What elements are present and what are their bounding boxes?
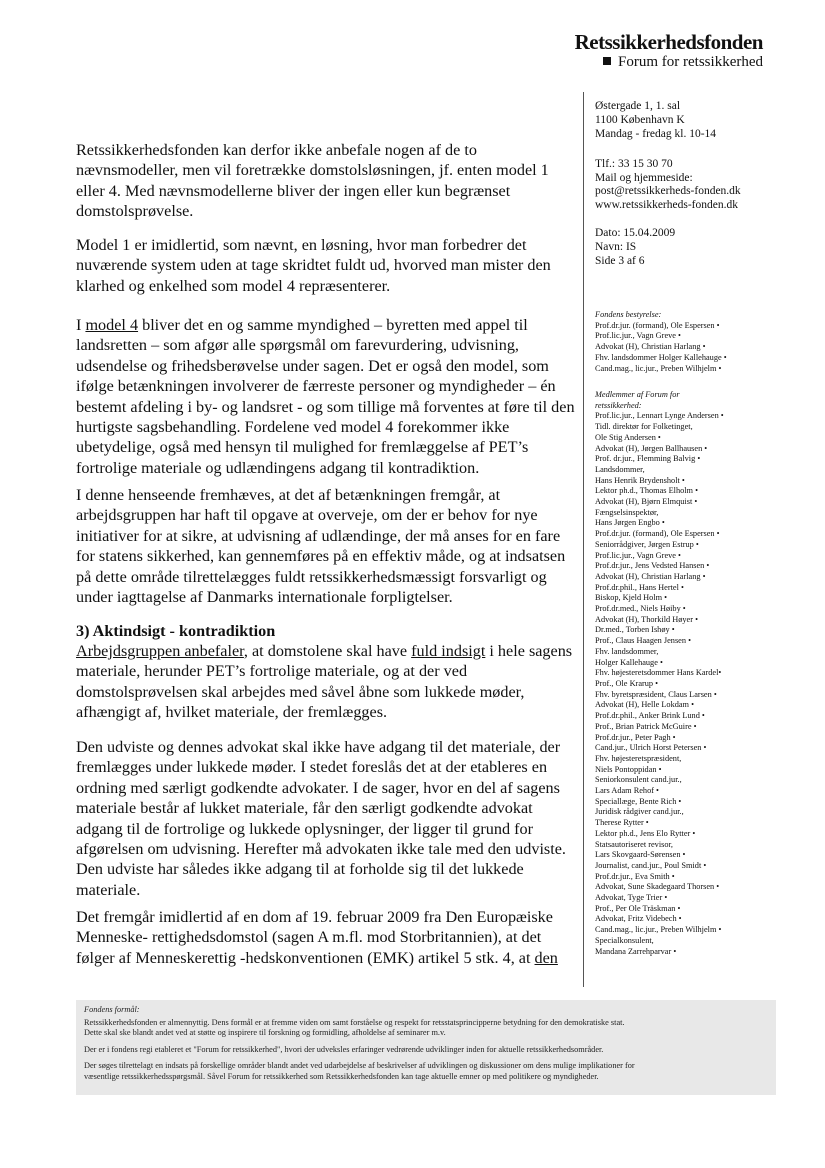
sidebar-list-item: Fhv. landsdommer Holger Kallehauge • xyxy=(595,352,727,362)
sidebar-list-item: Advokat (H), Bjørn Elmquist • xyxy=(595,497,698,507)
paragraph xyxy=(76,907,576,968)
sidebar-list-item: Hans Henrik Brydensholt • xyxy=(595,475,685,485)
sidebar-list-item: Advokat (H), Christian Harlang • xyxy=(595,571,706,581)
sidebar-list-item: Lars Skovgaard-Sørensen • xyxy=(595,850,686,860)
sidebar-list-item: Fhv. højesteretsdommer Hans Kardel• xyxy=(595,668,722,678)
contact-label: Mail og hjemmeside: xyxy=(595,171,693,184)
sidebar-list-item: Mandana Zarrehparvar • xyxy=(595,946,677,956)
doc-date: Dato: 15.04.2009 xyxy=(595,227,676,239)
sidebar-list-item: Fhv. byretspræsident, Claus Larsen • xyxy=(595,689,717,699)
members-heading: retssikkerhed: xyxy=(595,400,642,410)
board-list xyxy=(595,310,795,374)
underlined-term: model 4 xyxy=(85,316,139,334)
sidebar-list-item: Prof.lic.jur., Vagn Greve • xyxy=(595,331,681,341)
paragraph xyxy=(76,235,576,296)
sidebar-list-item: Cand.mag., lic.jur., Preben Wilhjelm • xyxy=(595,925,722,935)
sidebar-list-item: Journalist, cand.jur., Poul Smidt • xyxy=(595,860,707,870)
footer-heading: Fondens formål: xyxy=(84,1005,140,1014)
footer-line: Der er i fondens regi etableret et "Forum for retssikkerhed", hvori der udveksles erfaringer vedrørende udviklinger inden for aktuelle retssikkerhedsområder. xyxy=(84,1044,604,1054)
square-bullet-icon xyxy=(603,57,611,65)
doc-page: Side 3 af 6 xyxy=(595,255,645,267)
sidebar-list-item: Hans Jørgen Engbo • xyxy=(595,518,665,528)
sidebar-list-item: Prof., Ole Krarup • xyxy=(595,678,659,688)
sidebar-list-item: Dr.med., Torben Ishøy • xyxy=(595,625,675,635)
sidebar-list-item: Advokat, Fritz Videbech • xyxy=(595,914,682,924)
sidebar-list-item: Advokat (H), Helle Lokdam • xyxy=(595,700,694,710)
sidebar-list-item: Advokat, Tyge Trier • xyxy=(595,893,668,903)
sidebar-list-item: Advokat, Sune Skadegaard Thorsen • xyxy=(595,882,720,892)
sidebar-list-item: Prof.dr.jur. (formand), Ole Espersen • xyxy=(595,529,720,539)
sidebar-divider xyxy=(583,92,584,987)
paragraph-text: I denne henseende fremhæves, at det af betænkningen fremgår, at arbejdsgruppen har haft til opgave at overveje, om der er behov for nye initiativer for at sikre, at udvisning af udlændinge, der må anses for en fare for statens sikkerhed, kan gennemføres på en effektiv måde, og at indsatsen på dette område tilrettelægges fuldt retssikkerhedsmæssigt forsvarligt og under iagttagelse af Danmarks internationale forpligtelser. xyxy=(76,486,566,607)
paragraph-text: Den udviste og dennes advokat skal ikke have adgang til det materiale, der fremlægges under lukkede møder. I stedet foreslås det at der etableres en ordning med særligt godkendte advokater. I de sager, hvor en del af sagens materiale består af lukket materiale, får den særligt godkendte advokat adgang til de fortrolige og lukkede oplysninger, der ligger til grund for afgørelsen om udvisning. Herefter må advokaten ikke tale med den udviste. Den udviste har således ikke adgang til at forholde sig til det lukkede materiale. xyxy=(76,738,566,899)
paragraph-text: Retssikkerhedsfonden kan derfor ikke anbefale nogen af de to nævnsmodeller, men vil foretrække domstolsløsningen, jf. enten model 1 eller 4. Med nævnsmodellerne bliver der ingen eller kun begrænset domstolsprøvelse. xyxy=(76,141,549,221)
sidebar-list-item: Lars Adam Rehof • xyxy=(595,786,659,796)
organization-subtitle xyxy=(603,54,763,71)
sidebar-docinfo xyxy=(595,226,795,268)
sidebar-address xyxy=(595,99,795,141)
paragraph xyxy=(76,485,576,607)
sidebar-list-item: Juridisk rådgiver cand.jur., xyxy=(595,807,684,817)
footer-line: Dette skal ske blandt andet ved at støtte og inspirere til forskning og formidling, afholdelse af seminarer m.v. xyxy=(84,1028,446,1037)
website-link[interactable]: www.retssikkerheds-fonden.dk xyxy=(595,198,738,211)
paragraph-text: , at domstolene skal have xyxy=(243,642,412,660)
paragraph xyxy=(76,641,576,723)
phone-line: Tlf.: 33 15 30 70 xyxy=(595,158,673,170)
sidebar-list-item: Specialkonsulent, xyxy=(595,935,654,945)
footer-line: Der søges tilrettelagt en indsats på forskellige områder blandt andet ved udarbejdelse af beskrivelser af udviklingen og diskussioner om dens mulige implikationer for xyxy=(84,1061,635,1070)
sidebar-list-item: Prof., Brian Patrick McGuire • xyxy=(595,721,697,731)
sidebar-list-item: Cand.mag., lic.jur., Preben Wilhjelm • xyxy=(595,363,722,373)
subtitle-text: Forum for retssikkerhed xyxy=(618,54,763,70)
doc-name: Navn: IS xyxy=(595,241,637,253)
sidebar-list-item: Prof.dr.med., Niels Høiby • xyxy=(595,604,686,614)
footer-purpose xyxy=(76,1000,776,1095)
paragraph xyxy=(76,315,576,478)
sidebar-list-item: Advokat (H), Jørgen Ballhausen • xyxy=(595,443,708,453)
sidebar-list-item: Cand.jur., Ulrich Horst Petersen • xyxy=(595,743,707,753)
sidebar-list-item: Holger Kallehauge • xyxy=(595,657,663,667)
sidebar-list-item: Prof., Per Ole Träskman • xyxy=(595,903,681,913)
sidebar-list-item: Prof.dr.jur., Jens Vedsted Hansen • xyxy=(595,561,710,571)
sidebar-list-item: Fhv. landsdommer, xyxy=(595,646,659,656)
member-items xyxy=(595,411,795,957)
board-heading: Fondens bestyrelse: xyxy=(595,310,662,319)
underlined-term: den xyxy=(534,948,558,967)
paragraph-text: Det fremgår imidlertid af en dom af 19. februar 2009 fra Den Europæiske Menneske- rettighedsdomstol (sagen A m.fl. mod Storbritannien), at det følger af Menneskerettig -hedskonventionen (EMK) artikel 5 stk. 4, at xyxy=(76,908,553,967)
sidebar-list-item: Prof. dr.jur., Flemming Balvig • xyxy=(595,454,701,464)
sidebar-list-item: Seniorkonsulent cand.jur., xyxy=(595,775,682,785)
section-heading: 3) Aktindsigt - kontradiktion xyxy=(76,622,276,640)
address-line: Mandag - fredag kl. 10-14 xyxy=(595,128,717,140)
footer-line: væsentlige retssikkerhedsspørgsmål. Såvel Forum for retssikkerhed som Retssikkerhedsfonden kan tage aktuelle emner op med politikere og myndigheder. xyxy=(84,1071,599,1081)
paragraph xyxy=(76,140,576,222)
paragraph-text: I xyxy=(76,316,86,334)
sidebar-list-item: Lektor ph.d., Jens Elo Rytter • xyxy=(595,828,696,838)
paragraph-text: Model 1 er imidlertid, som nævnt, en løsning, hvor man forbedrer det nuværende system uden at tage skridtet fuldt ud, hvorved man mister den klarhed og enkelhed som model 4 repræsenterer. xyxy=(76,236,551,295)
paragraph-text: i hele sagens materiale, herunder PET’s fortrolige materiale, og at der ved domstolsprøvelsen skal arbejdes med såvel åbne som lukkede møder, afhængigt af, hvilket materiale, der fremlægges. xyxy=(76,642,573,722)
underlined-term: fuld indsigt xyxy=(411,642,486,660)
sidebar-list-item: Advokat (H), Thorkild Høyer • xyxy=(595,614,698,624)
sidebar-list-item: Ole Stig Andersen • xyxy=(595,432,661,442)
members-list xyxy=(595,390,795,957)
sidebar-list-item: Tidl. direktør for Folketinget, xyxy=(595,422,693,432)
address-line: Østergade 1, 1. sal xyxy=(595,100,681,112)
sidebar-list-item: Prof.lic.jur., Vagn Greve • xyxy=(595,550,681,560)
sidebar-list-item: Biskop, Kjeld Holm • xyxy=(595,593,668,603)
members-heading: Medlemmer af Forum for xyxy=(595,390,680,399)
sidebar-contact xyxy=(595,158,795,212)
sidebar-list-item: Prof.dr.jur., Peter Pagh • xyxy=(595,732,676,742)
sidebar-list-item: Speciallæge, Bente Rich • xyxy=(595,796,682,806)
sidebar-list-item: Fængselsinspektør, xyxy=(595,507,659,517)
board-items xyxy=(595,321,795,375)
sidebar-list-item: Therese Rytter • xyxy=(595,818,649,828)
footer-line: Retssikkerhedsfonden er almennyttig. Dens formål er at fremme viden om samt forståelse og respekt for retsstatsprincipperne betydning for den demokratiske stat. xyxy=(84,1017,625,1027)
address-line: 1100 København K xyxy=(595,114,685,126)
email-link[interactable]: post@retssikkerheds-fonden.dk xyxy=(595,185,741,197)
sidebar-list-item: Statsautoriseret revisor, xyxy=(595,839,674,849)
sidebar-list-item: Landsdommer, xyxy=(595,464,645,474)
paragraph xyxy=(76,737,576,900)
sidebar-list-item: Advokat (H), Christian Harlang • xyxy=(595,342,706,352)
sidebar-list-item: Lektor ph.d., Thomas Elholm • xyxy=(595,486,698,496)
sidebar-list-item: Prof., Claus Haagen Jensen • xyxy=(595,636,691,646)
sidebar-list-item: Niels Pontoppidan • xyxy=(595,764,662,774)
sidebar-list-item: Prof.dr.jur., Eva Smith • xyxy=(595,871,675,881)
sidebar-list-item: Prof.lic.jur., Lennart Lynge Andersen • xyxy=(595,411,724,421)
sidebar-list-item: Prof.dr.phil., Anker Brink Lund • xyxy=(595,711,705,721)
paragraph-text: bliver det en og samme myndighed – byretten med appel til landsretten – som afgør alle spørgsmål om farevurdering, udvisning, udsendelse og frihedsberøvelse under sagen. Det er også den model, som ifølge betænkningen involverer de færreste personer og myndigheder – én bestemt afdeling i by- og landsret - og som tillige må forventes at føre til den hurtigste sagsbehandling. Fordelene ved model 4 forekommer ikke ubetydelige, også med hensyn til mulighed for fremlæggelse af PET’s fortrolige materiale og udlændingens adgang til kontradiktion. xyxy=(76,316,575,477)
sidebar-list-item: Seniorrådgiver, Jørgen Estrup • xyxy=(595,539,699,549)
sidebar-list-item: Fhv. højesteretspræsident, xyxy=(595,753,682,763)
underlined-term: Arbejdsgruppen anbefaler xyxy=(76,642,244,660)
sidebar-list-item: Prof.dr.phil., Hans Hertel • xyxy=(595,582,684,592)
sidebar-list-item: Prof.dr.jur. (formand), Ole Espersen • xyxy=(595,320,720,330)
organization-title: Retssikkerhedsfonden xyxy=(574,30,763,54)
